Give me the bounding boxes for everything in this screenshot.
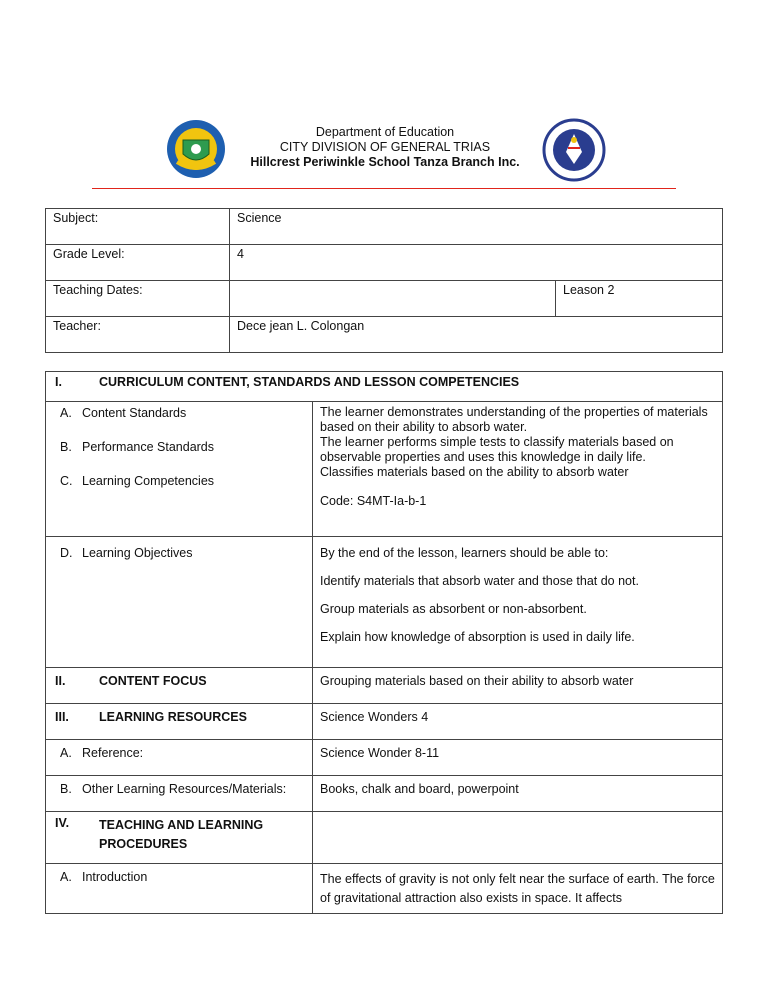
- objective-1: Identify materials that absorb water and those that do not.: [320, 574, 639, 588]
- section-ii-number: II.: [55, 674, 66, 688]
- dates-value: [230, 281, 556, 317]
- reference-letter: A.: [60, 746, 72, 760]
- learning-competencies-label: Learning Competencies: [82, 474, 215, 488]
- department-line: Department of Education: [315, 125, 455, 139]
- procedures-row: [46, 812, 723, 864]
- grade-row: [46, 245, 723, 281]
- other-resources-row: [46, 776, 723, 812]
- content-standards-label: Content Standards: [82, 406, 187, 420]
- content-standards-text: The learner demonstrates understanding of the properties of materials based on their ability to absorb water.: [320, 405, 708, 434]
- introduction-value: The effects of gravity is not only felt near the surface of earth. The force of gravitational attraction also exists in space. It affects: [313, 864, 723, 914]
- content-focus-value: Grouping materials based on their ability to absorb water: [313, 668, 723, 704]
- introduction-row: [46, 864, 723, 914]
- section-i-number: I.: [55, 375, 62, 389]
- section-ii-title: CONTENT FOCUS: [99, 674, 207, 688]
- performance-standards-text: The learner performs simple tests to classify materials based on observable properties and uses this knowledge in daily life.: [320, 435, 674, 464]
- learning-objectives-letter: D.: [60, 546, 73, 560]
- other-resources-value: Books, chalk and board, powerpoint: [313, 776, 723, 812]
- introduction-label: Introduction: [82, 870, 148, 884]
- teacher-value: Dece jean L. Colongan: [230, 317, 723, 353]
- lesson-info-table: [45, 208, 723, 353]
- dates-row: [46, 281, 723, 317]
- standards-row: [46, 402, 723, 537]
- learning-resources-row: [46, 704, 723, 740]
- document-header: [150, 118, 620, 178]
- reference-row: [46, 740, 723, 776]
- school-line: Hillcrest Periwinkle School Tanza Branch Inc.: [250, 155, 520, 169]
- competency-code: Code: S4MT-Ia-b-1: [320, 494, 427, 508]
- learning-objectives-label: Learning Objectives: [82, 546, 193, 560]
- learning-competencies-text: Classifies materials based on the ability to absorb water: [320, 465, 629, 479]
- section-i-title: CURRICULUM CONTENT, STANDARDS AND LESSON COMPETENCIES: [99, 375, 520, 389]
- subject-row: [46, 209, 723, 245]
- deped-seal-icon: [542, 118, 606, 182]
- reference-value: Science Wonder 8-11: [313, 740, 723, 776]
- objectives-row: [46, 537, 723, 668]
- content-standards-letter: A.: [60, 406, 72, 420]
- section-i-row: [46, 372, 723, 402]
- other-resources-letter: B.: [60, 782, 72, 796]
- objective-3: Explain how knowledge of absorption is used in daily life.: [320, 630, 635, 644]
- grade-label: Grade Level:: [46, 245, 230, 281]
- objective-2: Group materials as absorbent or non-absorbent.: [320, 602, 587, 616]
- other-resources-label: Other Learning Resources/Materials:: [82, 782, 287, 796]
- lesson-plan-table: [45, 371, 723, 914]
- introduction-letter: A.: [60, 870, 72, 884]
- section-iii-number: III.: [55, 710, 69, 724]
- subject-label: Subject:: [46, 209, 230, 245]
- reference-label: Reference:: [82, 746, 144, 760]
- header-divider: [92, 188, 676, 189]
- objectives-intro: By the end of the lesson, learners should be able to:: [320, 546, 609, 560]
- section-iv-title: TEACHING AND LEARNING PROCEDURES: [99, 818, 264, 851]
- learning-competencies-letter: C.: [60, 474, 73, 488]
- learning-resources-value: Science Wonders 4: [313, 704, 723, 740]
- teacher-row: [46, 317, 723, 353]
- content-focus-row: [46, 668, 723, 704]
- division-line: CITY DIVISION OF GENERAL TRIAS: [279, 140, 491, 154]
- lesson-value: Leason 2: [556, 281, 723, 317]
- section-iv-number: IV.: [55, 816, 70, 830]
- dates-label: Teaching Dates:: [46, 281, 230, 317]
- section-iii-title: LEARNING RESOURCES: [99, 710, 247, 724]
- performance-standards-label: Performance Standards: [82, 440, 215, 454]
- subject-value: Science: [230, 209, 723, 245]
- grade-value: 4: [230, 245, 723, 281]
- teacher-label: Teacher:: [46, 317, 230, 353]
- performance-standards-letter: B.: [60, 440, 72, 454]
